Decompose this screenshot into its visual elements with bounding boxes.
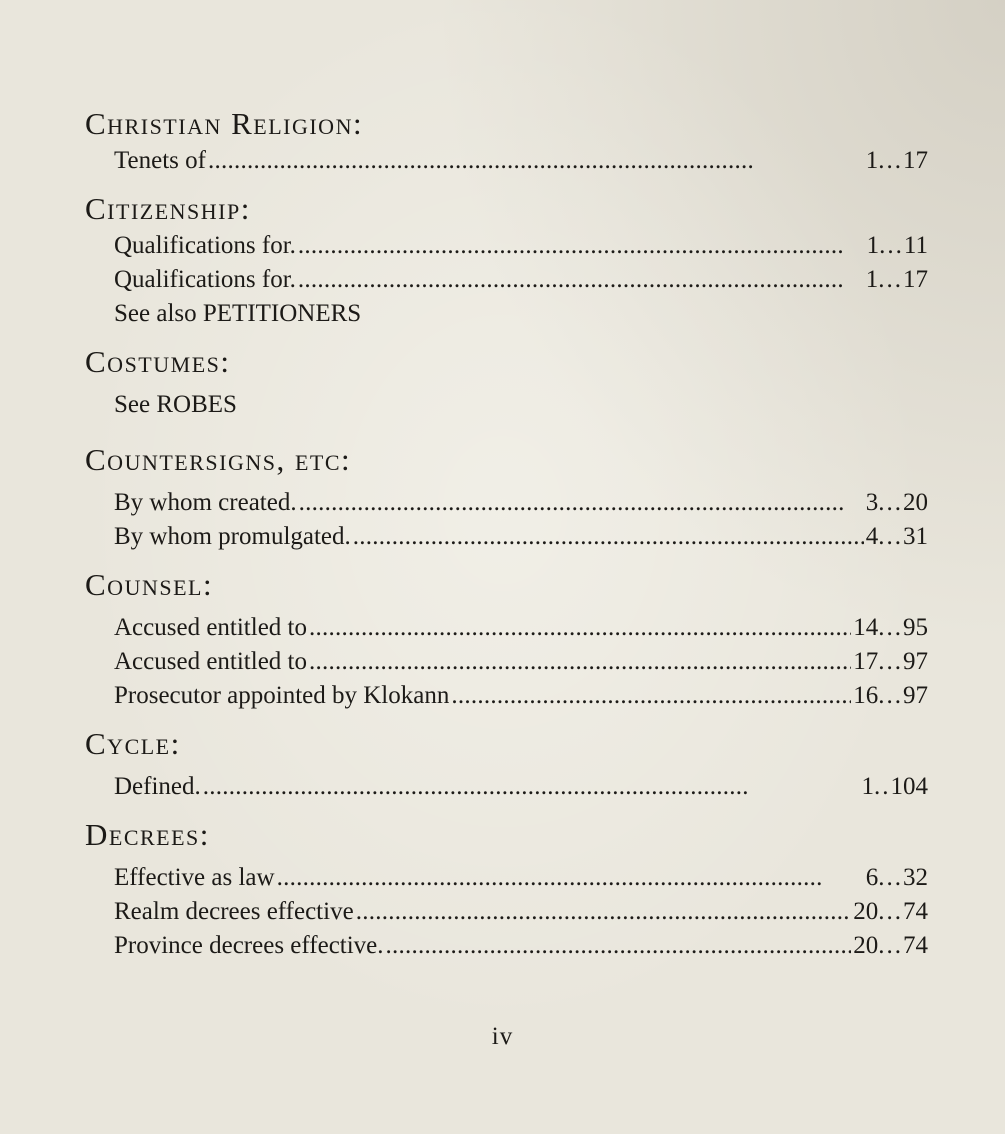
dot-leader [386,929,852,963]
index-page [83,104,928,974]
entry-page-ref: 1...17 [865,266,928,293]
index-entry [114,520,928,554]
index-section-christian-religion [83,104,928,178]
entry-label: By whom created. [114,489,297,516]
entry-label: By whom promulgated. [114,523,351,550]
entry-label: Qualifications for. [114,266,296,293]
section-heading: Costumes: [85,344,231,379]
entry-page-ref: 1..104 [861,773,928,800]
index-entry [114,679,928,713]
dot-leader [277,861,864,895]
section-heading: Countersigns, etc: [85,442,352,477]
index-entry [114,611,928,645]
entry-page-ref: 6...32 [865,864,928,891]
dot-leader [298,229,865,263]
entry-page-ref: 16...97 [853,682,928,709]
dot-leader [356,895,852,929]
dot-leader [203,770,860,804]
entry-label: Effective as law [114,864,275,891]
dot-leader [451,679,851,713]
index-entry [114,895,928,929]
index-entry [114,929,928,963]
index-entry [114,645,928,679]
index-entry [114,486,928,520]
dot-leader [298,263,864,297]
entry-page-ref: 20...74 [853,932,928,959]
index-section-cycle [83,724,928,804]
entry-label: Defined. [114,773,201,800]
entry-page-ref: 3...20 [865,489,928,516]
section-heading: Christian Religion: [85,106,364,141]
section-heading: Citizenship: [85,191,251,226]
index-entry [114,263,928,297]
section-heading: Counsel: [85,567,214,602]
entry-label: Tenets of [114,147,206,174]
dot-leader [309,611,851,645]
entry-label: Realm decrees effective [114,898,354,925]
entry-label: Accused entitled to [114,648,307,675]
dot-leader [208,144,864,178]
entry-label: Province decrees effective. [114,932,384,959]
entry-label: Qualifications for. [114,232,296,259]
entry-page-ref: 1...17 [865,147,928,174]
index-section-counsel [83,565,928,713]
section-heading: Decrees: [85,817,210,852]
cross-reference: See ROBES [114,391,237,418]
dot-leader [309,645,851,679]
index-entry [114,229,928,263]
entry-page-ref: 17...97 [853,648,928,675]
entry-page-ref: 4...31 [865,523,928,550]
entry-label: Prosecutor appointed by Klokann [114,682,450,709]
page-number: iv [491,1023,514,1050]
index-entry [114,144,928,178]
entry-page-ref: 14...95 [853,614,928,641]
index-section-decrees [83,815,928,963]
section-heading: Cycle: [85,726,181,761]
cross-reference: See also PETITIONERS [114,300,362,327]
index-section-costumes [83,342,928,422]
index-section-citizenship [83,189,928,331]
entry-page-ref: 1...11 [866,232,928,259]
entry-label: Accused entitled to [114,614,307,641]
dot-leader [299,486,864,520]
entry-page-ref: 20...74 [853,898,928,925]
dot-leader [353,520,864,554]
index-entry [114,770,928,804]
index-entry [114,861,928,895]
index-section-countersigns [83,440,928,554]
